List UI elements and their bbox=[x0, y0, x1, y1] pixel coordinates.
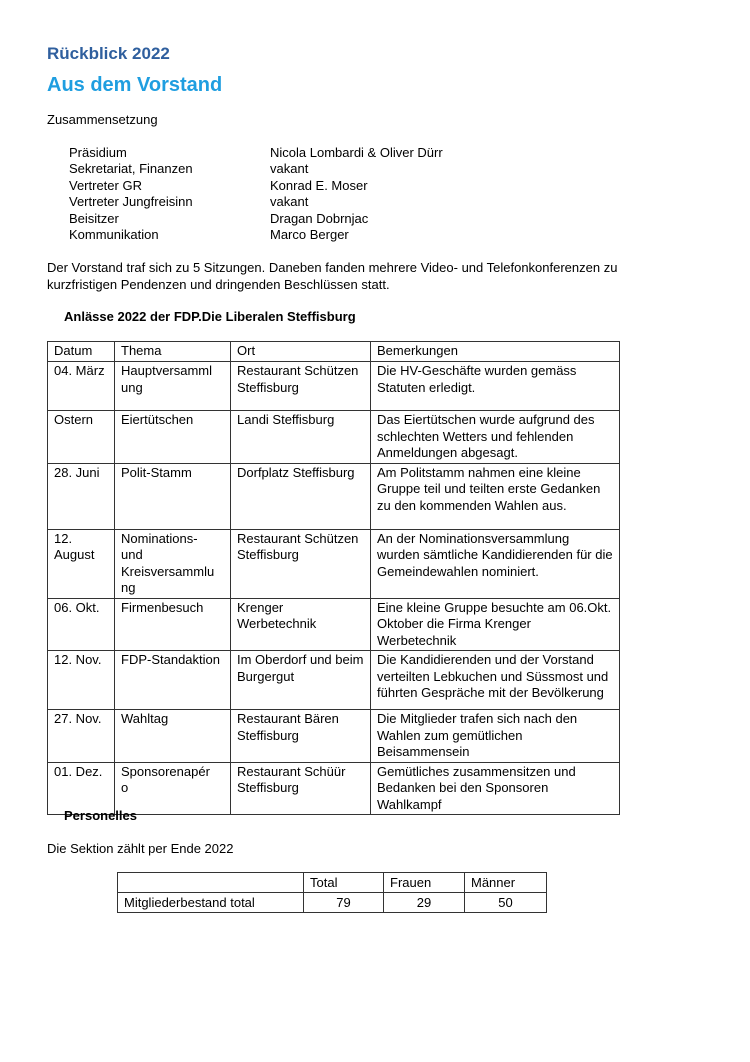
table-row bbox=[48, 463, 620, 529]
table-row bbox=[118, 893, 547, 913]
cell-bemerkungen: Eine kleine Gruppe besuchte am 06.Okt. Oktober die Firma Krenger Werbetechnik bbox=[371, 598, 620, 651]
composition-row bbox=[69, 194, 489, 210]
cell-datum: 28. Juni bbox=[48, 463, 115, 529]
cell-datum: Ostern bbox=[48, 411, 115, 464]
cell-datum: 04. März bbox=[48, 362, 115, 411]
member-name: Konrad E. Moser bbox=[270, 177, 368, 193]
page-heading: Rückblick 2022 bbox=[47, 44, 170, 63]
role-label: Vertreter GR bbox=[69, 177, 142, 193]
header-maenner: Männer bbox=[465, 873, 547, 893]
role-label: Kommunikation bbox=[69, 226, 159, 242]
header-frauen: Frauen bbox=[384, 873, 465, 893]
cell-datum: 06. Okt. bbox=[48, 598, 115, 651]
table-row bbox=[48, 529, 620, 598]
cell-bemerkungen: Am Politstamm nahmen eine kleine Gruppe teil und teilten erste Gedanken zu den kommenden Wahlen aus. bbox=[371, 463, 620, 529]
personnel-text: Die Sektion zählt per Ende 2022 bbox=[47, 841, 234, 856]
members-header-row bbox=[118, 873, 547, 893]
header-datum: Datum bbox=[48, 342, 115, 362]
member-name: Nicola Lombardi & Oliver Dürr bbox=[270, 145, 443, 160]
cell-ort: Restaurant Bären Steffisburg bbox=[231, 710, 371, 763]
header-empty bbox=[118, 873, 304, 893]
cell-bemerkungen: Gemütliches zusammensitzen und Bedanken bei den Sponsoren Wahlkampf bbox=[371, 762, 620, 815]
member-name: Marco Berger bbox=[270, 226, 349, 242]
table-row bbox=[48, 762, 620, 815]
role-label: Präsidium bbox=[69, 145, 127, 160]
cell-ort: Landi Steffisburg bbox=[231, 411, 371, 464]
composition-row bbox=[69, 227, 489, 243]
composition-row bbox=[69, 211, 489, 227]
members-table bbox=[117, 872, 547, 913]
cell-datum: 12. Nov. bbox=[48, 651, 115, 710]
cell-bemerkungen: Das Eiertütschen wurde aufgrund des schlechten Wetters und fehlenden Anmeldungen abgesagt. bbox=[371, 411, 620, 464]
header-total: Total bbox=[304, 873, 384, 893]
cell-frauen: 29 bbox=[384, 893, 465, 913]
table-row bbox=[48, 411, 620, 464]
cell-thema: Sponsorenapér o bbox=[115, 762, 231, 815]
table-row bbox=[48, 651, 620, 710]
cell-datum: 01. Dez. bbox=[48, 762, 115, 815]
header-thema: Thema bbox=[115, 342, 231, 362]
cell-datum: 12. August bbox=[48, 529, 115, 598]
cell-total: 79 bbox=[304, 893, 384, 913]
personnel-title: Personelles bbox=[64, 808, 137, 823]
cell-ort: Dorfplatz Steffisburg bbox=[231, 463, 371, 529]
table-row bbox=[48, 598, 620, 651]
cell-bemerkungen: Die HV-Geschäfte wurden gemäss Statuten erledigt. bbox=[371, 362, 620, 411]
meetings-text-line-2: kurzfristigen Pendenzen und dringenden Beschlüssen statt. bbox=[47, 277, 390, 292]
cell-thema: FDP-Standaktion bbox=[115, 651, 231, 710]
cell-bemerkungen: Die Mitglieder trafen sich nach den Wahlen zum gemütlichen Beisammensein bbox=[371, 710, 620, 763]
composition-row bbox=[69, 145, 489, 161]
events-table bbox=[47, 341, 620, 815]
composition-title: Zusammensetzung bbox=[47, 112, 158, 127]
cell-ort: Krenger Werbetechnik bbox=[231, 598, 371, 651]
cell-ort: Restaurant Schüür Steffisburg bbox=[231, 762, 371, 815]
cell-thema: Eiertütschen bbox=[115, 411, 231, 464]
cell-thema: Hauptversamml ung bbox=[115, 362, 231, 411]
cell-bemerkungen: Die Kandidierenden und der Vorstand verteilten Lebkuchen und Süssmost und führten Gespräche mit der Bevölkerung bbox=[371, 651, 620, 710]
table-row bbox=[48, 710, 620, 763]
member-name: vakant bbox=[270, 161, 309, 177]
composition-row bbox=[69, 161, 489, 177]
cell-ort: Restaurant Schützen Steffisburg bbox=[231, 362, 371, 411]
table-row bbox=[48, 362, 620, 411]
cell-thema: Nominations- und Kreisversammlu ng bbox=[115, 529, 231, 598]
role-label: Vertreter Jungfreisinn bbox=[69, 194, 193, 210]
cell-thema: Polit-Stamm bbox=[115, 463, 231, 529]
header-ort: Ort bbox=[231, 342, 371, 362]
header-bemerkungen: Bemerkungen bbox=[371, 342, 620, 362]
member-name: Dragan Dobrnjac bbox=[270, 210, 369, 226]
cell-maenner: 50 bbox=[465, 893, 547, 913]
cell-ort: Im Oberdorf und beim Burgergut bbox=[231, 651, 371, 710]
cell-datum: 27. Nov. bbox=[48, 710, 115, 763]
events-header-row bbox=[48, 342, 620, 362]
member-name: vakant bbox=[270, 194, 309, 210]
role-label: Sekretariat, Finanzen bbox=[69, 161, 193, 177]
cell-bemerkungen: An der Nominationsversammlung wurden sämtliche Kandidierenden für die Gemeindewahlen nominiert. bbox=[371, 529, 620, 598]
cell-label: Mitgliederbestand total bbox=[118, 893, 304, 913]
meetings-text-line-1: Der Vorstand traf sich zu 5 Sitzungen. Daneben fanden mehrere Video- und Telefonkonferenzen zu bbox=[47, 260, 618, 275]
cell-thema: Wahltag bbox=[115, 710, 231, 763]
composition-list bbox=[69, 145, 489, 243]
role-label: Beisitzer bbox=[69, 210, 119, 226]
cell-thema: Firmenbesuch bbox=[115, 598, 231, 651]
cell-ort: Restaurant Schützen Steffisburg bbox=[231, 529, 371, 598]
composition-row bbox=[69, 178, 489, 194]
events-title: Anlässe 2022 der FDP.Die Liberalen Steffisburg bbox=[64, 309, 356, 324]
section-heading: Aus dem Vorstand bbox=[47, 74, 223, 96]
